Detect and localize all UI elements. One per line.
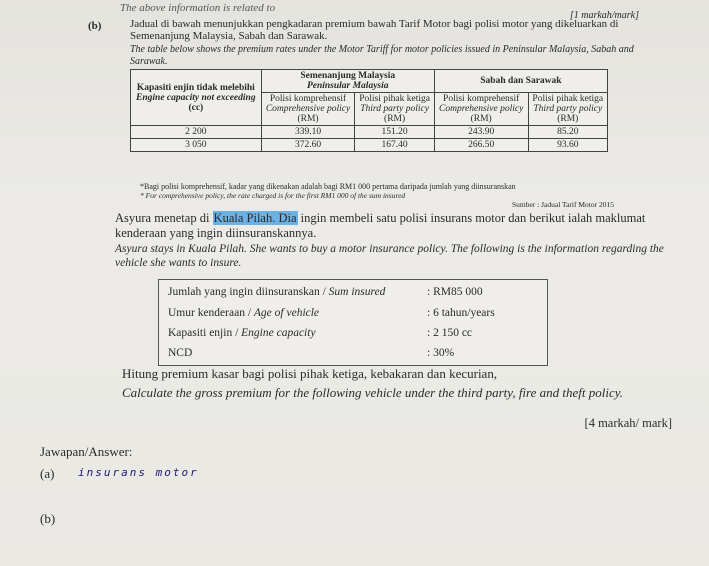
vehicle-info-box: [158, 279, 548, 366]
cell-pm-comp: 339.10: [261, 126, 355, 139]
vehicle-row-ncd: NCD: [168, 347, 193, 359]
comp-label: Polisi komprehensif: [443, 94, 520, 104]
third-label: Polisi pihak ketiga: [359, 94, 430, 104]
capacity-label: Kapasiti enjin tidak melebihi: [136, 82, 255, 93]
label-ms: Umur kenderaan /: [168, 307, 254, 319]
unit-label: (RM): [297, 114, 319, 124]
header-capacity: [131, 70, 262, 126]
cell-pm-third: 151.20: [355, 126, 434, 139]
header-third-1: [355, 93, 434, 126]
table-row: [131, 139, 608, 152]
label-en: Engine capacity: [241, 327, 316, 339]
cell-cc: 3 050: [131, 139, 262, 152]
header-region-peninsular: [261, 70, 434, 93]
third-label: Polisi pihak ketiga: [532, 94, 604, 104]
highlighted-text: Kuala Pilah. Dia: [213, 211, 297, 225]
vehicle-value-capacity: : 2 150 cc: [427, 327, 473, 339]
comp-label-en: Comprehensive policy: [265, 104, 351, 114]
vehicle-value-ncd: : 30%: [427, 347, 455, 359]
answer-part-b: (b): [40, 511, 56, 526]
label-ms: Kapasiti enjin /: [168, 327, 242, 339]
cell-ss-comp: 243.90: [434, 126, 528, 139]
cell-pm-comp: 372.60: [261, 139, 355, 152]
label-en: Sum insured: [328, 286, 386, 298]
cell-cc: 2 200: [131, 126, 262, 139]
top-mark: [1 markah/mark]: [569, 10, 639, 21]
scenario-pre: Asyura menetap di: [115, 211, 213, 225]
vehicle-value-age: : 6 tahun/years: [427, 307, 495, 319]
vehicle-row-sum: [168, 286, 385, 298]
cell-pm-third: 167.40: [355, 139, 434, 152]
vehicle-row-capacity: [168, 327, 316, 339]
task-text-en: Calculate the gross premium for the following vehicle under the third party, fire and theft policy.: [122, 385, 624, 400]
unit-label: (RM): [384, 114, 406, 124]
cell-ss-third: 93.60: [528, 139, 607, 152]
scenario-text-ms: [115, 211, 675, 241]
vehicle-row-age: [168, 307, 319, 319]
answer-label: Jawapan/Answer:: [40, 444, 133, 459]
header-region-sabah-sarawak: Sabah dan Sarawak: [434, 70, 607, 93]
top-note: The above information is related to: [120, 2, 276, 14]
premium-rate-table: [130, 69, 608, 152]
region1-label: Semenanjung Malaysia: [300, 71, 396, 81]
task-text-ms: Hitung premium kasar bagi polisi pihak ketiga, kebakaran dan kecurian,: [122, 366, 498, 381]
table-row: [131, 126, 608, 139]
unit-label: (RM): [470, 114, 492, 124]
question-text-en: The table below shows the premium rates under the Motor Tariff for motor policies issued in Peninsular Malaysia, Sabah and Sarawak.: [130, 44, 634, 67]
label-ms: Jumlah yang ingin diinsuranskan /: [168, 286, 329, 298]
label-en: Age of vehicle: [253, 307, 320, 319]
footnote-ms: *Bagi polisi komprehensif, kadar yang dikenakan adalah bagi RM1 000 pertama daripada jumlah yang diinsuranskan: [140, 182, 516, 191]
question-text-ms: Jadual di bawah menunjukkan pengkadaran premium bawah Tarif Motor bagi polisi motor yang dikeluarkan di Semenanjung Malaysia, Sabah dan Sarawak.: [130, 18, 619, 42]
question-label: (b): [88, 20, 102, 32]
source-note: Sumber : Jadual Tarif Motor 2015: [511, 200, 614, 209]
unit-label: (RM): [557, 114, 579, 124]
header-third-2: [528, 93, 607, 126]
region1-label-en: Peninsular Malaysia: [306, 81, 389, 91]
footnote-en: * For comprehensive policy, the rate charged is for the first RM1 000 of the sum insured: [140, 191, 406, 200]
header-comp-1: [261, 93, 355, 126]
cell-ss-comp: 266.50: [434, 139, 528, 152]
vehicle-value-sum: : RM85 000: [427, 286, 483, 298]
scenario-text-en: Asyura stays in Kuala Pilah. She wants to buy a motor insurance policy. The following is the information regarding the vehicle she wants to insure.: [115, 243, 664, 269]
comp-label: Polisi komprehensif: [269, 94, 347, 104]
third-label-en: Third party policy: [533, 104, 603, 114]
handwritten-answer[interactable]: insurans motor: [78, 466, 199, 479]
marks-label: [4 markah/ mark]: [584, 416, 672, 430]
answer-part-a: (a): [40, 466, 55, 481]
scenario-post: ingin membeli satu polisi insurans motor dan berikut ialah maklumat kenderaan yang ingin diinsuranskannya.: [115, 211, 646, 240]
third-label-en: Third party policy: [360, 104, 429, 114]
capacity-label-en: Engine capacity not exceeding: [136, 92, 256, 103]
comp-label-en: Comprehensive policy: [439, 104, 524, 114]
header-comp-2: [434, 93, 528, 126]
capacity-unit: (cc): [188, 102, 204, 113]
cell-ss-third: 85.20: [528, 126, 607, 139]
